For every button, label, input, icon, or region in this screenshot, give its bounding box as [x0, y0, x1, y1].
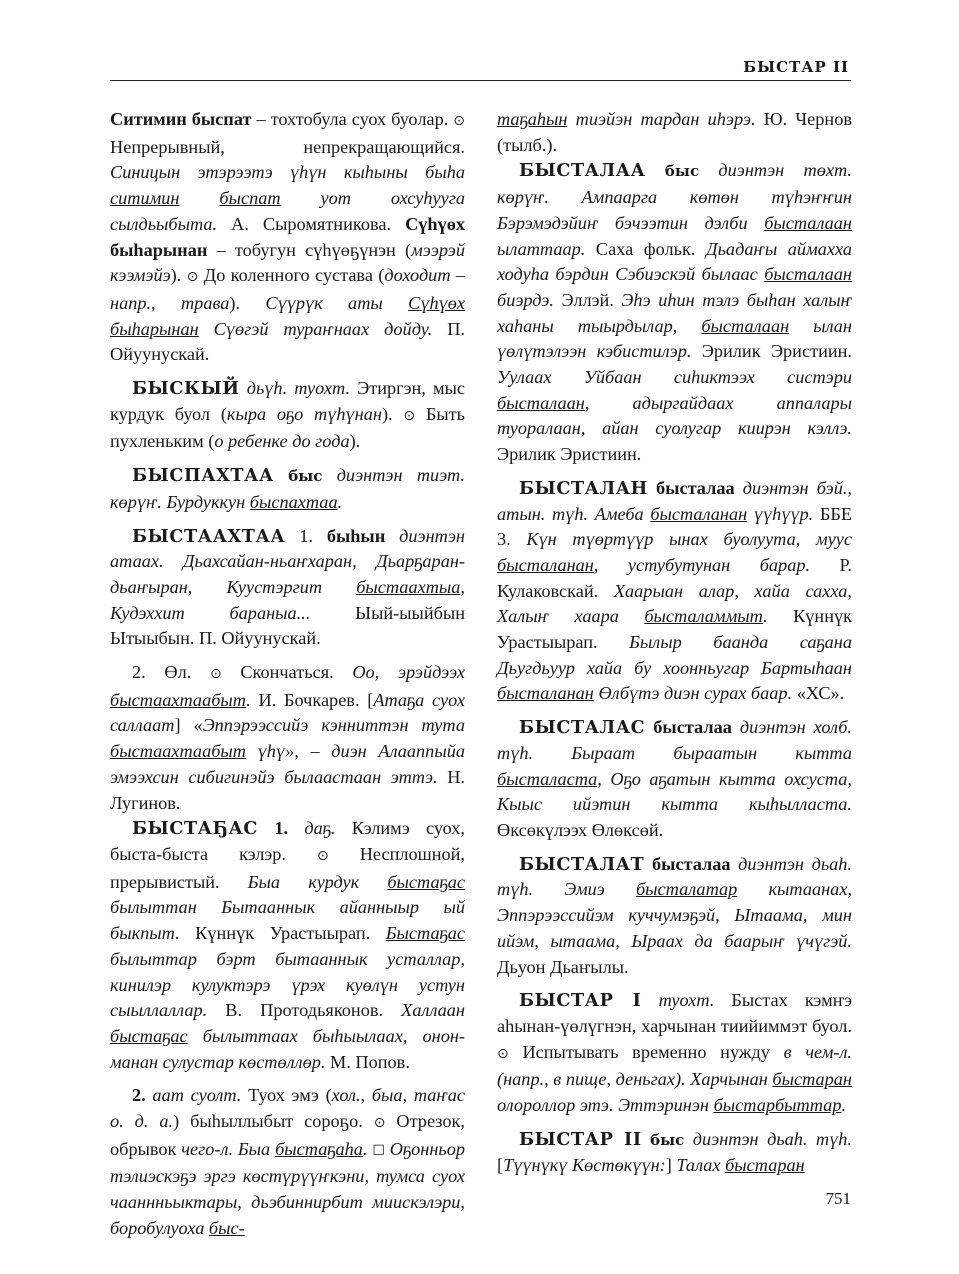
dictionary-entry: БЫСТАЛАН бысталаа диэнтэн бэй., атын. түһ. Амеба бысталанан үүһүүр. ББЕ 3. Күн түөртүүр ынах буолуута, муус бысталанан, устубутунан барар. Р. Кулаковскай. Хаарыан алар, хайа сахха, Халыҥ хаара бысталаммыт. Күннүк Урастыырап. Былыр баанда саҕана Дьугдьуур хайа бу хоонньугар Бартыһаан бысталанан Өлбүтэ диэн сурах баар. «ХС».: [497, 477, 853, 704]
dictionary-entry: БЫСТАЛАТ бысталаа диэнтэн дьаһ. түһ. Эмиэ бысталатар кытаанах, Эппэрээссийэм куччумэҕэй, Ытаама, мин ийэм, ытаама, Ыраах да баарыҥ үчүгэй. Дьуон Дьаҥылы.: [497, 853, 853, 977]
page-number: 751: [825, 1189, 851, 1208]
dictionary-entry: БЫСТАЛАС бысталаа диэнтэн холб. түһ. Быраат быраатын кытта бысталаста, Оҕо аҕатын кытта охсуста, Кыыс ийэтин кытта кыһылласта. Өксөкүлээх Өлөксөй.: [497, 717, 852, 840]
dictionary-entry: БЫСТААХТАА 1. быһын диэнтэн атаах. Дьахсайан-ньаҥхаран, Дьарҕаран-дьаҥыран, Куустэргит быстаахтыа, Кудэххит бараныа... Ыый-ыыйбын Ытыыбын. П. Ойуунускай.: [110, 525, 465, 649]
left-column: [110, 107, 465, 1242]
entry-subsense: 2. Өл. ⊙ Скончаться. Оо, эрэйдээх быстаахтаабыт. И. Бочкарев. [Атаҕа суох саллаат] «Эппэрээссийэ кэнниттэн тута быстаахтаабыт үһү», – диэн Алааппыйа эмээхсин сибигинэйэ былаастаан эттэ. Н. Лугинов.: [110, 662, 466, 813]
entry-subsense: таҕаһын тиэйэн тардан иһэрэ. Ю. Чернов (тылб.).: [497, 109, 852, 155]
dictionary-entry: БЫСТАЛАА быс диэнтэн төхт. көрүҥ. Ампаарга көтөн түһэҥҥин Бэрэмэдэйиҥ бэчээтин дэлби бысталаан ылаттаар. Саха фольк. Дьадаҥы аймахха ходуһа бэрдин Сэбиэскэй былаас бысталаан биэрдэ. Эллэй. Эһэ иһин тэлэ быһан халыҥ хаһаны тыырдылар, бысталаан ылан үөлүтэлээн кэбистилэр. Эрилик Эристиин. Уулаах Уйбаан сиһиктээх систэри бысталаан, адыргайдаах аппалары туоралаан, айан суолугар киирэн кэллэ. Эрилик Эристиин.: [497, 160, 852, 465]
dictionary-entry: БЫСКЫЙ дьүһ. туохт. Этиргэн, мыс курдук буол (кыра оҕо түһүнан). ⊙ Быть пухленьким (о ребенке до года).: [110, 378, 465, 452]
dictionary-entry: БЫСТАР I туохт. Быстах кэмҥэ аһынан-үөлүгнэн, харчынан тиийиммэт буол. ⊙ Испытывать временно нужду в чем-л. (напр., в пище, деньгах). Харчынан быстаран олороллор этэ. Эттэринэн быстарбыттар.: [497, 990, 853, 1116]
entry-subsense: 2. аат суолт. Туох эмэ (хол., быа, таҥас о. д. а.) быһыллыбыт сороҕо. ⊙ Отрезок, обрывок чего-л. Быа быстаҕаһа. ☐ Оҕонньор тэлиэскэҕэ эргэ көстүрүүҥкэни, тумса суох чааннньыктары, дьэбиннирбит миискэлэри, боробулуоха быс-: [110, 1085, 466, 1238]
header-title: БЫСТАР II: [743, 58, 849, 76]
dictionary-entry: БЫСПАХТАА быс диэнтэн тиэт. көрүҥ. Бурдуккун быспахтаа.: [110, 465, 465, 512]
right-column: [497, 107, 852, 1179]
header-rule: [110, 80, 851, 81]
dictionary-entry: Ситимин быспат – тохтобула суох буолар. ⊙ Непрерывный, непрекращающийся. Синицын этэрээтэ үһүн кыһыны быһа ситимин быспат уот охсуһууга сылдьыбыта. А. Сыромятникова. Сүһүөх быһарынан – тобугун сүһүөҕүнэн (мээрэй кээмэйэ). ⊙ До коленного сустава (доходит – напр., трава). Сүүрүк аты Сүһүөх быһарынан Сүөгэй тураҥнаах дойду. П. Ойуунускай.: [110, 109, 466, 365]
dictionary-entry: БЫСТАР II быс диэнтэн дьаһ. түһ. [Түүнүкү Көстөкүүн:] Талах быстаран: [497, 1128, 852, 1176]
running-header: [0, 52, 959, 82]
dictionary-entry: БЫСТАҔАС 1. даҕ. Кэлимэ суох, быста-быста кэлэр. ⊙ Несплошной, прерывистый. Быа курдук быстаҕас былыттан Бытааннык айанныыр ый быкпыт. Күннүк Урастыырап. Быстаҕас былыттар бэрт бытааннык усталлар, кинилэр кулуктэрэ үрэх куөлүн устун сыыллаллар. В. Протодьяконов. Халлаан быстаҕас былыттаах быһыылаах, онон-манан сулустар көстөллөр. М. Попов.: [110, 818, 466, 1072]
